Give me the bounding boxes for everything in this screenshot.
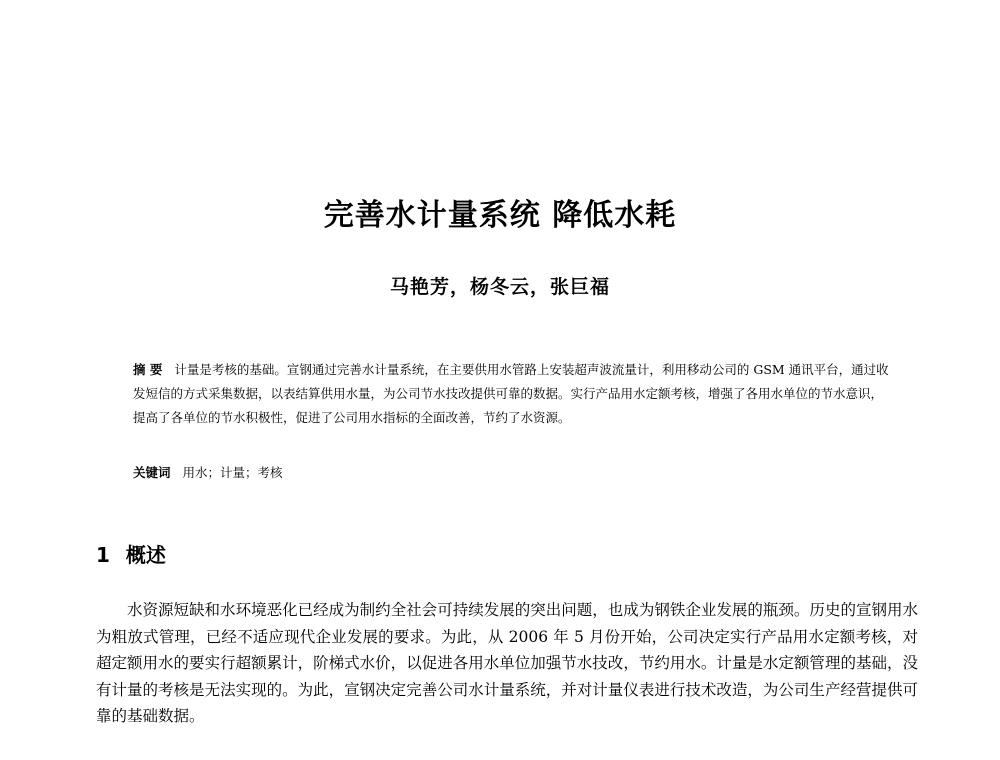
abstract-label: 摘 要 [133,362,163,377]
section-heading [96,539,166,568]
keywords-text: 用水；计量；考核 [182,465,283,480]
section-title: 概述 [125,543,166,567]
keywords-label: 关键词 [133,465,171,480]
abstract [133,358,893,430]
body-paragraph: 水资源短缺和水环境恶化已经成为制约全社会可持续发展的突出问题，也成为钢铁企业发展的瓶颈。历史的宣钢用水为粗放式管理，已经不适应现代企业发展的要求。为此，从 2006 年 5 月份开始，公司决定实行产品用水定额考核，对超定额用水的要实行超额累计，阶梯式水价，以促进各用水单位加强节水技改，节约用水。计量是水定额管理的基础，没有计量的考核是无法实现的。为此，宣钢决定完善公司水计量系统，并对计量仪表进行技术改造，为公司生产经营提供可靠的基础数据。 [96,601,918,725]
author-list: 马艳芳，杨冬云，张巨福 [389,276,610,298]
abstract-text: 计量是考核的基础。宣钢通过完善水计量系统，在主要供用水管路上安装超声波流量计，利用移动公司的 GSM 通讯平台，通过收发短信的方式采集数据，以表结算供用水量，为公司节水技改提供可靠的数据。实行产品用水定额考核，增强了各用水单位的节水意识，提高了各单位的节水积极性，促进了公司用水指标的全面改善，节约了水资源。 [133,362,889,425]
paper-title: 完善水计量系统 降低水耗 [323,198,677,233]
keywords [133,463,893,483]
section-number: 1 [96,543,110,567]
